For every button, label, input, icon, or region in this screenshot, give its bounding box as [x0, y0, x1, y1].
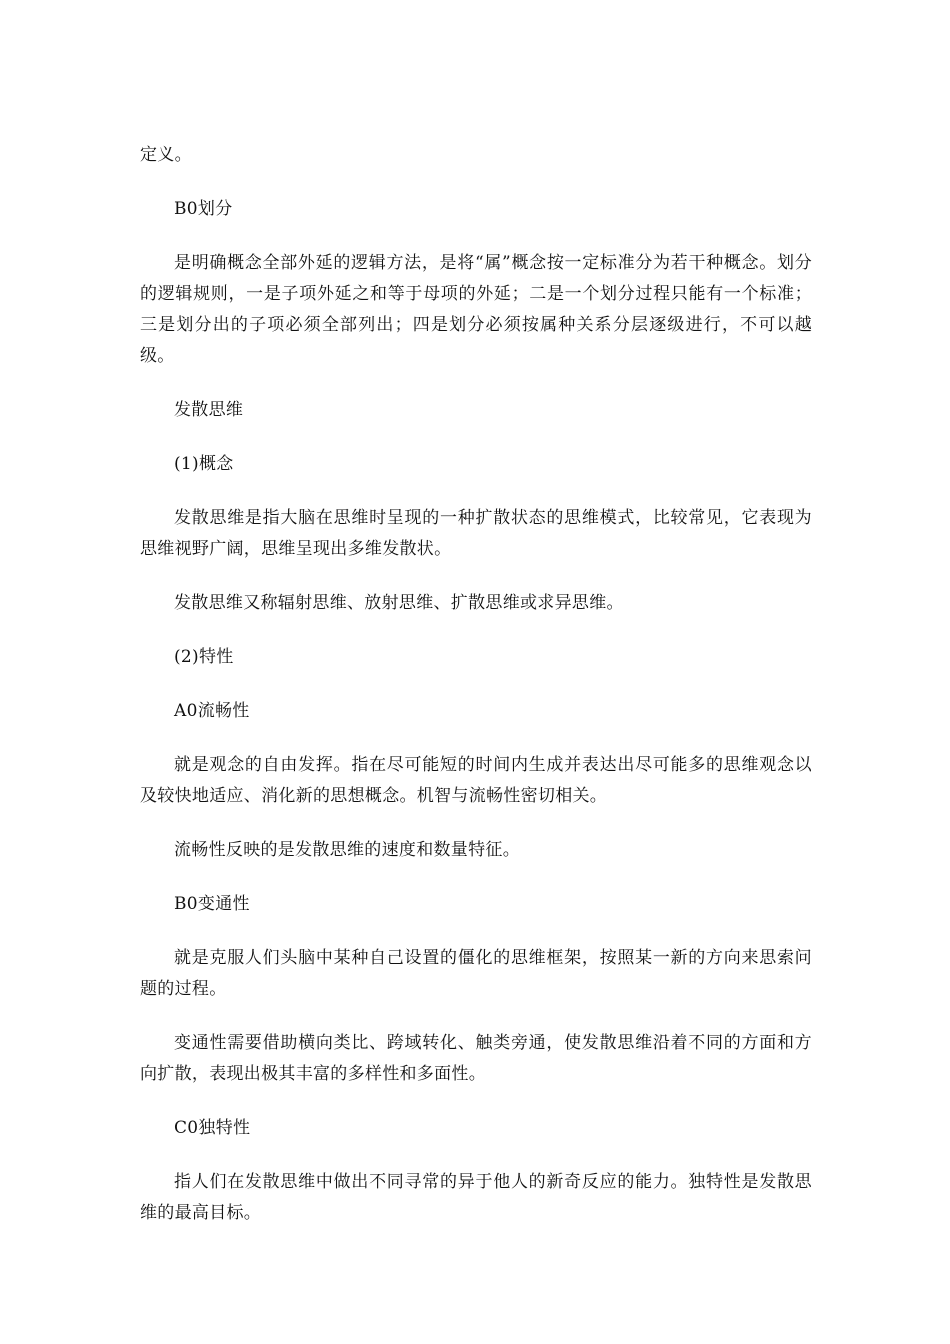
heading-concept: (1)概念: [174, 454, 234, 474]
heading-originality: C0独特性: [174, 1118, 251, 1138]
heading-flexibility: B0变通性: [174, 894, 250, 914]
heading-division: B0划分: [174, 199, 233, 219]
paragraph-concept-1: 发散思维是指大脑在思维时呈现的一种扩散状态的思维模式，比较常见，它表现为思维视野广阔，思维呈现出多维发散状。: [140, 508, 812, 559]
paragraph-definition-tail: 定义。: [140, 145, 192, 165]
paragraph-flexibility-1: 就是克服人们头脑中某种自己设置的僵化的思维框架，按照某一新的方向来思索问题的过程。: [140, 948, 812, 999]
heading-fluency: A0流畅性: [174, 701, 250, 721]
paragraph-fluency-1: 就是观念的自由发挥。指在尽可能短的时间内生成并表达出尽可能多的思维观念以及较快地适应、消化新的思想概念。机智与流畅性密切相关。: [140, 755, 812, 806]
paragraph-fluency-2: 流畅性反映的是发散思维的速度和数量特征。: [174, 840, 520, 860]
paragraph-flexibility-2: 变通性需要借助横向类比、跨域转化、触类旁通，使发散思维沿着不同的方面和方向扩散，表现出极其丰富的多样性和多面性。: [140, 1033, 812, 1084]
heading-traits: (2)特性: [174, 647, 234, 667]
heading-divergent-thinking: 发散思维: [174, 400, 244, 420]
paragraph-concept-2: 发散思维又称辐射思维、放射思维、扩散思维或求异思维。: [174, 593, 624, 613]
paragraph-originality-1: 指人们在发散思维中做出不同寻常的异于他人的新奇反应的能力。独特性是发散思维的最高目标。: [140, 1172, 812, 1223]
document-page: [140, 140, 812, 1252]
paragraph-division: 是明确概念全部外延的逻辑方法，是将“属”概念按一定标准分为若干种概念。划分的逻辑规则，一是子项外延之和等于母项的外延；二是一个划分过程只能有一个标准；三是划分出的子项必须全部列出；四是划分必须按属种关系分层逐级进行，不可以越级。: [140, 253, 812, 366]
